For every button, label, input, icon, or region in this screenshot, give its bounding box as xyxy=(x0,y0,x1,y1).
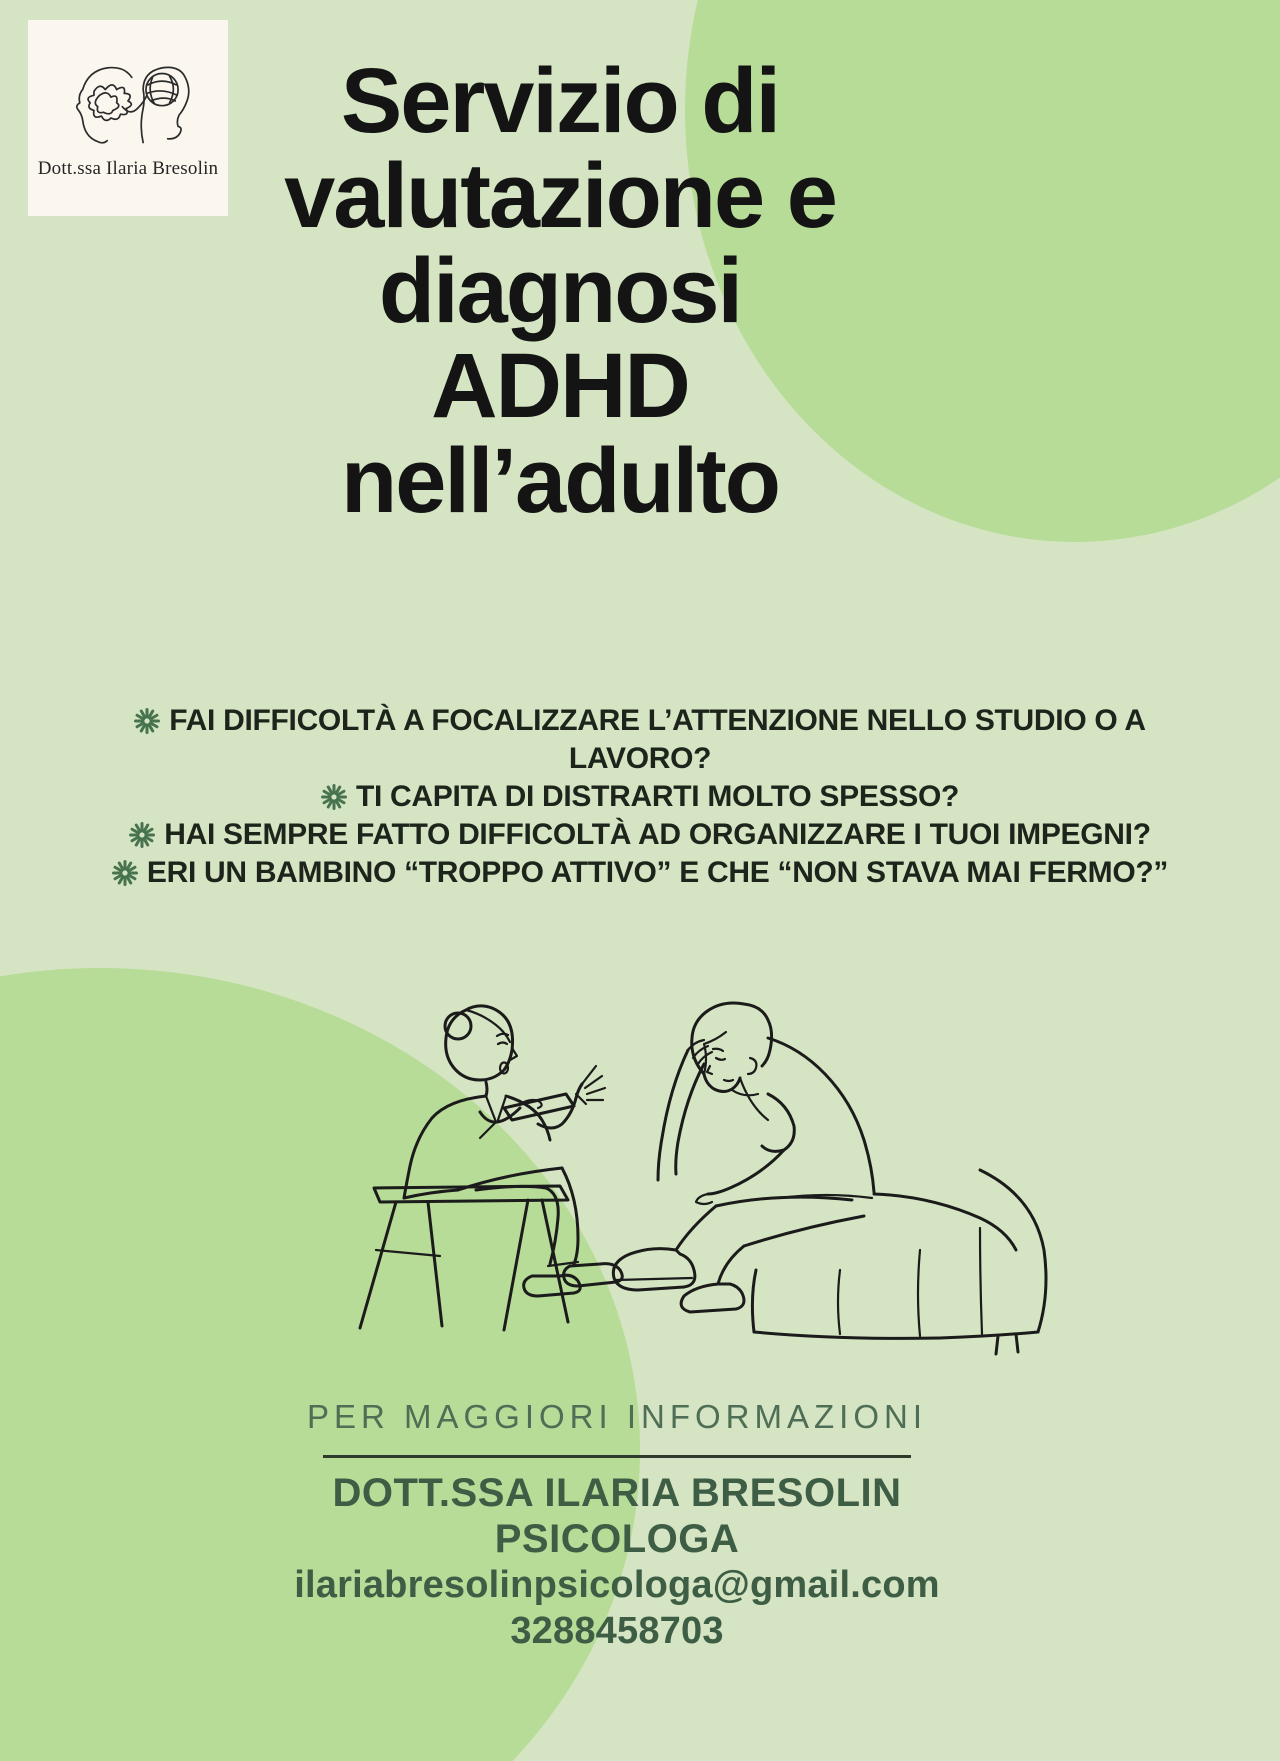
title-line-5: nell’adulto xyxy=(341,430,779,532)
doctor-role: PSICOLOGA xyxy=(494,1517,740,1561)
contact-email: ilariabresolinpsicologa@gmail.com xyxy=(294,1564,940,1606)
contact-divider xyxy=(323,1455,911,1458)
contact-phone: 3288458703 xyxy=(510,1610,724,1652)
flower-asterisk-icon xyxy=(129,822,155,848)
question-text: TI CAPITA DI DISTRARTI MOLTO SPESSO? xyxy=(355,780,960,813)
flower-asterisk-icon xyxy=(134,708,160,734)
flower-asterisk-icon xyxy=(112,860,138,886)
patient-figure xyxy=(613,1003,1046,1354)
poster-title xyxy=(0,50,1120,532)
question-text: HAI SEMPRE FATTO DIFFICOLTÀ AD ORGANIZZARE I TUOI IMPEGNI? xyxy=(164,818,1151,851)
question-item xyxy=(110,702,1170,778)
contact-section xyxy=(0,1395,1234,1654)
flower-asterisk-icon xyxy=(321,784,347,810)
question-text: FAI DIFFICOLTÀ A FOCALIZZARE L’ATTENZIONE NELLO STUDIO O A LAVORO? xyxy=(169,704,1146,775)
question-item xyxy=(110,778,1170,816)
screening-questions-list xyxy=(110,702,1170,892)
doctor-name: DOTT.SSA ILARIA BRESOLIN xyxy=(332,1471,902,1515)
contact-heading: PER MAGGIORI INFORMAZIONI xyxy=(306,1398,928,1435)
title-line-1: Servizio di xyxy=(340,50,780,152)
question-text: ERI UN BAMBINO “TROPPO ATTIVO” E CHE “NON STAVA MAI FERMO?” xyxy=(146,856,1169,889)
title-line-2: valutazione e xyxy=(284,145,836,247)
question-item xyxy=(110,816,1170,854)
title-line-4: ADHD xyxy=(431,335,689,437)
therapist-figure xyxy=(360,1006,622,1330)
therapy-session-illustration xyxy=(280,898,1080,1360)
question-item xyxy=(110,854,1170,892)
title-line-3: diagnosi xyxy=(378,240,742,342)
logo-text: Dott.ssa Ilaria Bresolin xyxy=(37,158,219,179)
